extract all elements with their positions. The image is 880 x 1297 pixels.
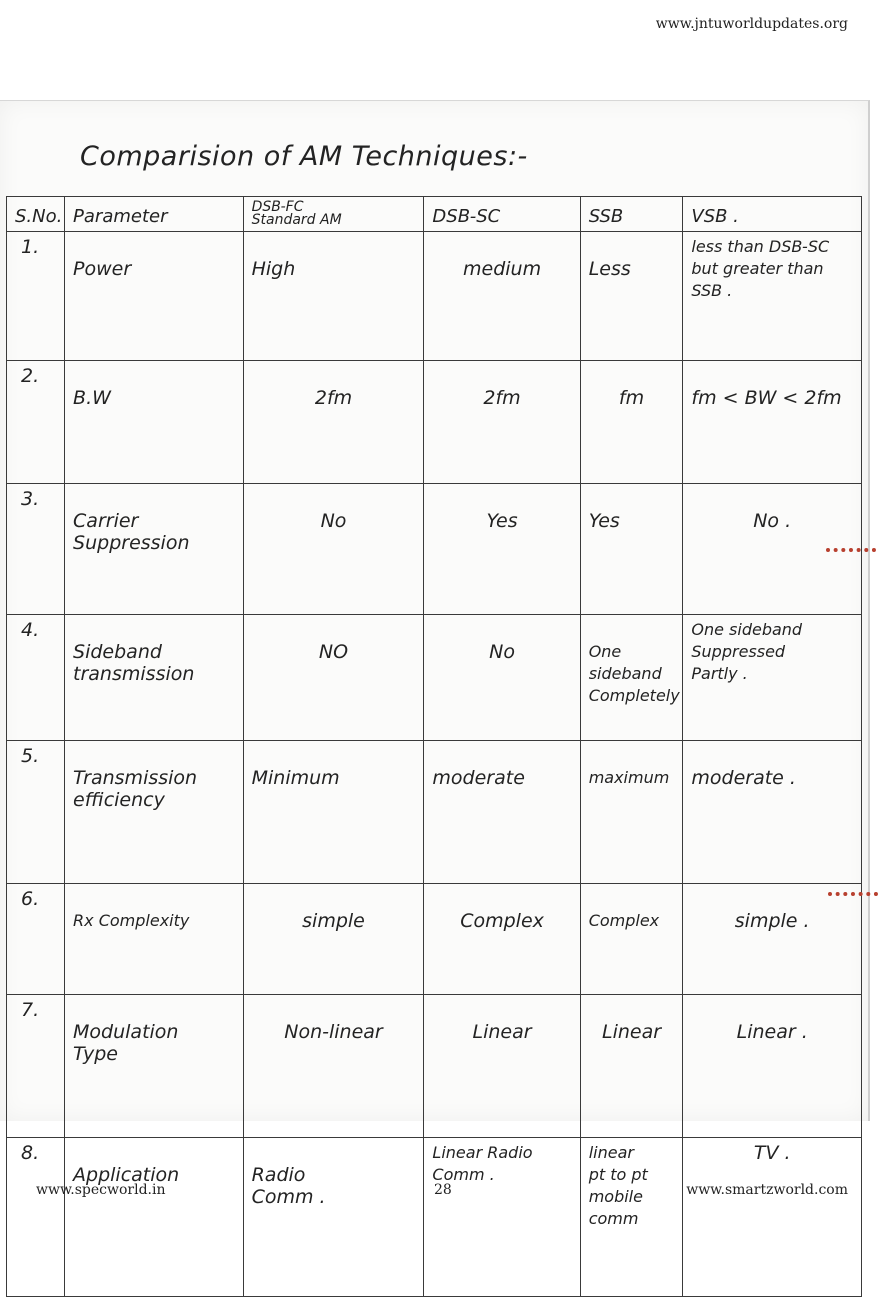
cell-parameter: B.W xyxy=(65,361,244,484)
cell-sno: 4. xyxy=(7,615,65,741)
cell-ssb: fm xyxy=(580,361,683,484)
cell-dsb-fc: Radio Comm . xyxy=(243,1138,424,1297)
cell-parameter: Carrier Suppression xyxy=(65,484,244,615)
table-row xyxy=(7,484,862,615)
cell-dsb-fc: 2fm xyxy=(243,361,424,484)
column-header-dsb-sc: DSB-SC xyxy=(424,197,580,232)
cell-ssb: Less xyxy=(580,232,683,361)
binding-string-icon xyxy=(826,548,876,552)
cell-vsb: One sideband Suppressed Partly . xyxy=(683,615,862,741)
cell-vsb: TV . xyxy=(683,1138,862,1297)
cell-parameter: Modulation Type xyxy=(65,995,244,1138)
cell-dsb-fc: simple xyxy=(243,884,424,995)
table-row xyxy=(7,361,862,484)
cell-parameter: Transmission efficiency xyxy=(65,741,244,884)
cell-sno: 8. xyxy=(7,1138,65,1297)
cell-dsb-fc: NO xyxy=(243,615,424,741)
cell-dsb-sc: 2fm xyxy=(424,361,580,484)
cell-sno: 7. xyxy=(7,995,65,1138)
column-header-ssb: SSB xyxy=(580,197,683,232)
cell-dsb-fc: Minimum xyxy=(243,741,424,884)
header-url[interactable]: www.jntuworldupdates.org xyxy=(655,16,848,32)
cell-dsb-sc: moderate xyxy=(424,741,580,884)
page-title: Comparision of AM Techniques:- xyxy=(80,141,528,172)
cell-parameter: Rx Complexity xyxy=(65,884,244,995)
column-header-vsb: VSB . xyxy=(683,197,862,232)
cell-sno: 3. xyxy=(7,484,65,615)
cell-dsb-fc: No xyxy=(243,484,424,615)
cell-dsb-sc: No xyxy=(424,615,580,741)
cell-dsb-fc: High xyxy=(243,232,424,361)
cell-vsb: fm < BW < 2fm xyxy=(683,361,862,484)
table-row xyxy=(7,995,862,1138)
table-row xyxy=(7,741,862,884)
page-number: 28 xyxy=(434,1182,452,1198)
table-row xyxy=(7,615,862,741)
cell-dsb-sc: Complex xyxy=(424,884,580,995)
table-header-row xyxy=(7,197,862,232)
cell-dsb-fc: Non-linear xyxy=(243,995,424,1138)
cell-sno: 5. xyxy=(7,741,65,884)
cell-sno: 2. xyxy=(7,361,65,484)
table-row xyxy=(7,1138,862,1297)
cell-dsb-sc: Yes xyxy=(424,484,580,615)
column-header-sno: S.No. xyxy=(7,197,65,232)
cell-ssb: Linear xyxy=(580,995,683,1138)
cell-parameter: Application xyxy=(65,1138,244,1297)
cell-dsb-sc: medium xyxy=(424,232,580,361)
cell-vsb: Linear . xyxy=(683,995,862,1138)
binding-string-icon xyxy=(828,892,878,896)
footer-left-url[interactable]: www.specworld.in xyxy=(36,1182,166,1198)
cell-sno: 1. xyxy=(7,232,65,361)
cell-sno: 6. xyxy=(7,884,65,995)
cell-ssb: Complex xyxy=(580,884,683,995)
cell-vsb: No . xyxy=(683,484,862,615)
column-header-dsb-fc: DSB-FC Standard AM xyxy=(243,197,424,232)
table-row xyxy=(7,232,862,361)
cell-vsb: less than DSB-SC but greater than SSB . xyxy=(683,232,862,361)
comparison-table xyxy=(6,196,862,1297)
cell-ssb: linear pt to pt mobile comm xyxy=(580,1138,683,1297)
column-header-parameter: Parameter xyxy=(65,197,244,232)
cell-ssb: One sideband Completely xyxy=(580,615,683,741)
cell-ssb: maximum xyxy=(580,741,683,884)
cell-vsb: moderate . xyxy=(683,741,862,884)
cell-ssb: Yes xyxy=(580,484,683,615)
cell-dsb-sc: Linear xyxy=(424,995,580,1138)
cell-parameter: Sideband transmission xyxy=(65,615,244,741)
cell-dsb-sc: Linear Radio Comm . xyxy=(424,1138,580,1297)
footer-right-url[interactable]: www.smartzworld.com xyxy=(686,1182,848,1198)
cell-vsb: simple . xyxy=(683,884,862,995)
table-row xyxy=(7,884,862,995)
cell-parameter: Power xyxy=(65,232,244,361)
